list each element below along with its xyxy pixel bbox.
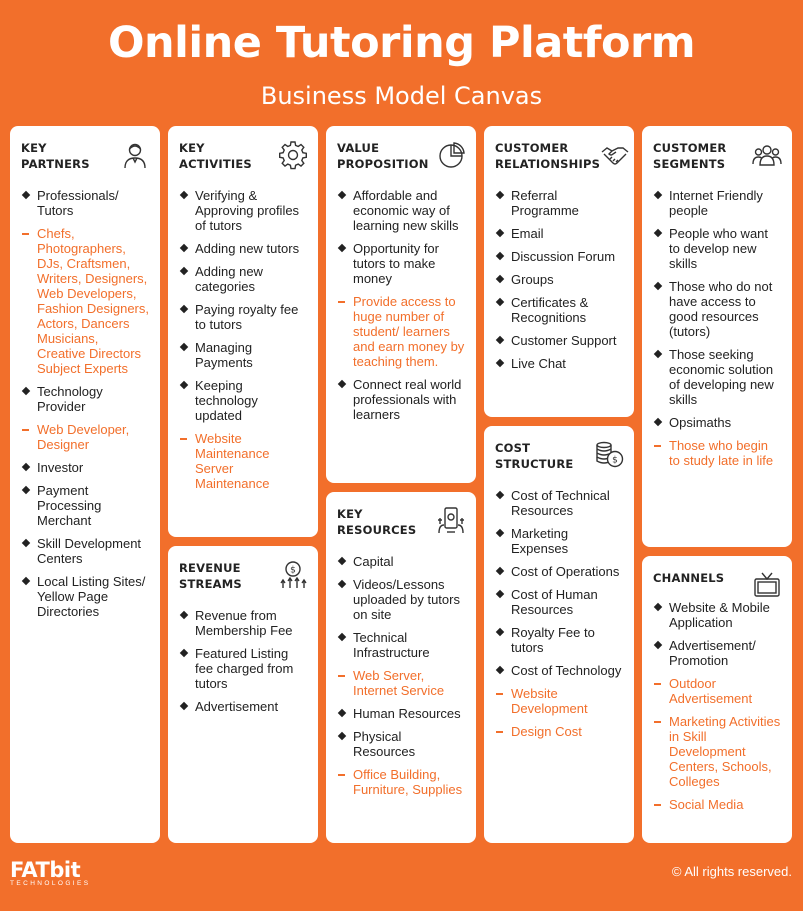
svg-text:$: $ (290, 565, 296, 576)
revenue-icon (278, 560, 308, 590)
person-icon (120, 140, 150, 170)
list-item: Featured Listing fee charged from tutors (179, 646, 308, 691)
sub-list-item: Website Maintenance Server Maintenance (179, 431, 308, 491)
list-item: Technical Infrastructure (337, 630, 466, 660)
item-list (179, 188, 308, 491)
item-list (653, 600, 782, 812)
item-list (653, 188, 782, 468)
copyright-text: © All rights reserved. (671, 864, 792, 879)
list-item: Capital (337, 554, 466, 569)
list-item: Payment Processing Merchant (21, 483, 150, 528)
list-item: Live Chat (495, 356, 624, 371)
card-title: VALUE PROPOSITION (337, 141, 429, 171)
item-list (179, 608, 308, 714)
value-proposition-card (326, 126, 476, 483)
sub-list-item: Website Development (495, 686, 624, 716)
card-title: KEY ACTIVITIES (179, 141, 252, 171)
card-title: COST STRUCTURE (495, 441, 574, 471)
list-item: Revenue from Membership Fee (179, 608, 308, 638)
group-icon (752, 140, 782, 170)
list-item: Website & Mobile Application (653, 600, 782, 630)
cost-structure-card (484, 426, 634, 843)
svg-text:$: $ (612, 455, 618, 466)
key-partners-card (10, 126, 160, 843)
list-item: Referral Programme (495, 188, 624, 218)
list-item: Marketing Expenses (495, 526, 624, 556)
sub-list-item: Design Cost (495, 724, 624, 739)
page-subtitle: Business Model Canvas (260, 82, 543, 110)
sub-list-item: Social Media (653, 797, 782, 812)
item-list (495, 188, 624, 371)
key-activities-card (168, 126, 318, 537)
pie-chart-icon (436, 140, 466, 170)
list-item: Affordable and economic way of learning new skills (337, 188, 466, 233)
list-item: Professionals/ Tutors (21, 188, 150, 218)
card-title: KEY PARTNERS (21, 141, 90, 171)
resources-icon (436, 506, 466, 536)
list-item: Those who do not have access to good resources (tutors) (653, 279, 782, 339)
list-item: Physical Resources (337, 729, 466, 759)
sub-list-item: Those who begin to study late in life (653, 438, 782, 468)
list-item: Skill Development Centers (21, 536, 150, 566)
list-item: Cost of Technology (495, 663, 624, 678)
card-title: CUSTOMER SEGMENTS (653, 141, 727, 171)
sub-list-item: Web Developer, Designer (21, 422, 150, 452)
item-list (21, 188, 150, 619)
key-resources-card (326, 492, 476, 843)
list-item: Cost of Technical Resources (495, 488, 624, 518)
list-item: Customer Support (495, 333, 624, 348)
list-item: Cost of Human Resources (495, 587, 624, 617)
list-item: Connect real world professionals with learners (337, 377, 466, 422)
brand-name: FATbit (10, 858, 81, 882)
gear-icon (278, 140, 308, 170)
list-item: Opportunity for tutors to make money (337, 241, 466, 286)
sub-list-item: Web Server, Internet Service (337, 668, 466, 698)
item-list (337, 188, 466, 422)
list-item: Advertisement (179, 699, 308, 714)
list-item: Groups (495, 272, 624, 287)
sub-list-item: Marketing Activities in Skill Development Centers, Schools, Colleges (653, 714, 782, 789)
card-title: CHANNELS (653, 571, 725, 585)
brand-logo (10, 860, 90, 888)
customer-relationships-card (484, 126, 634, 417)
brand-tagline: TECHNOLOGIES (10, 880, 91, 887)
handshake-icon (600, 140, 630, 170)
list-item: Royalty Fee to tutors (495, 625, 624, 655)
list-item: Managing Payments (179, 340, 308, 370)
item-list (495, 488, 624, 739)
list-item: Paying royalty fee to tutors (179, 302, 308, 332)
customer-segments-card (642, 126, 792, 547)
list-item: Opsimaths (653, 415, 782, 430)
list-item: Technology Provider (21, 384, 150, 414)
card-title: CUSTOMER RELATIONSHIPS (495, 141, 601, 171)
list-item: Keeping technology updated (179, 378, 308, 423)
list-item: Local Listing Sites/ Yellow Page Directories (21, 574, 150, 619)
list-item: Discussion Forum (495, 249, 624, 264)
list-item: People who want to develop new skills (653, 226, 782, 271)
sub-list-item: Chefs, Photographers, DJs, Craftsmen, Writers, Designers, Web Developers, Fashion Designers, Actors, Dancers Musicians, Creative Directors Subject Experts (21, 226, 150, 376)
card-title: REVENUE STREAMS (179, 561, 242, 591)
page-title: Online Tutoring Platform (107, 18, 696, 68)
revenue-streams-card (168, 546, 318, 843)
sub-list-item: Office Building, Furniture, Supplies (337, 767, 466, 797)
list-item: Verifying & Approving profiles of tutors (179, 188, 308, 233)
list-item: Human Resources (337, 706, 466, 721)
list-item: Cost of Operations (495, 564, 624, 579)
channels-card (642, 556, 792, 843)
list-item: Those seeking economic solution of developing new skills (653, 347, 782, 407)
list-item: Adding new tutors (179, 241, 308, 256)
list-item: Certificates & Recognitions (495, 295, 624, 325)
item-list (337, 554, 466, 797)
list-item: Internet Friendly people (653, 188, 782, 218)
sub-list-item: Provide access to huge number of student/ learners and earn money by teaching them. (337, 294, 466, 369)
sub-list-item: Outdoor Advertisement (653, 676, 782, 706)
tv-icon (752, 570, 782, 600)
list-item: Investor (21, 460, 150, 475)
list-item: Email (495, 226, 624, 241)
card-title: KEY RESOURCES (337, 507, 417, 537)
list-item: Advertisement/ Promotion (653, 638, 782, 668)
list-item: Videos/Lessons uploaded by tutors on site (337, 577, 466, 622)
list-item: Adding new categories (179, 264, 308, 294)
coins-icon (594, 440, 624, 470)
